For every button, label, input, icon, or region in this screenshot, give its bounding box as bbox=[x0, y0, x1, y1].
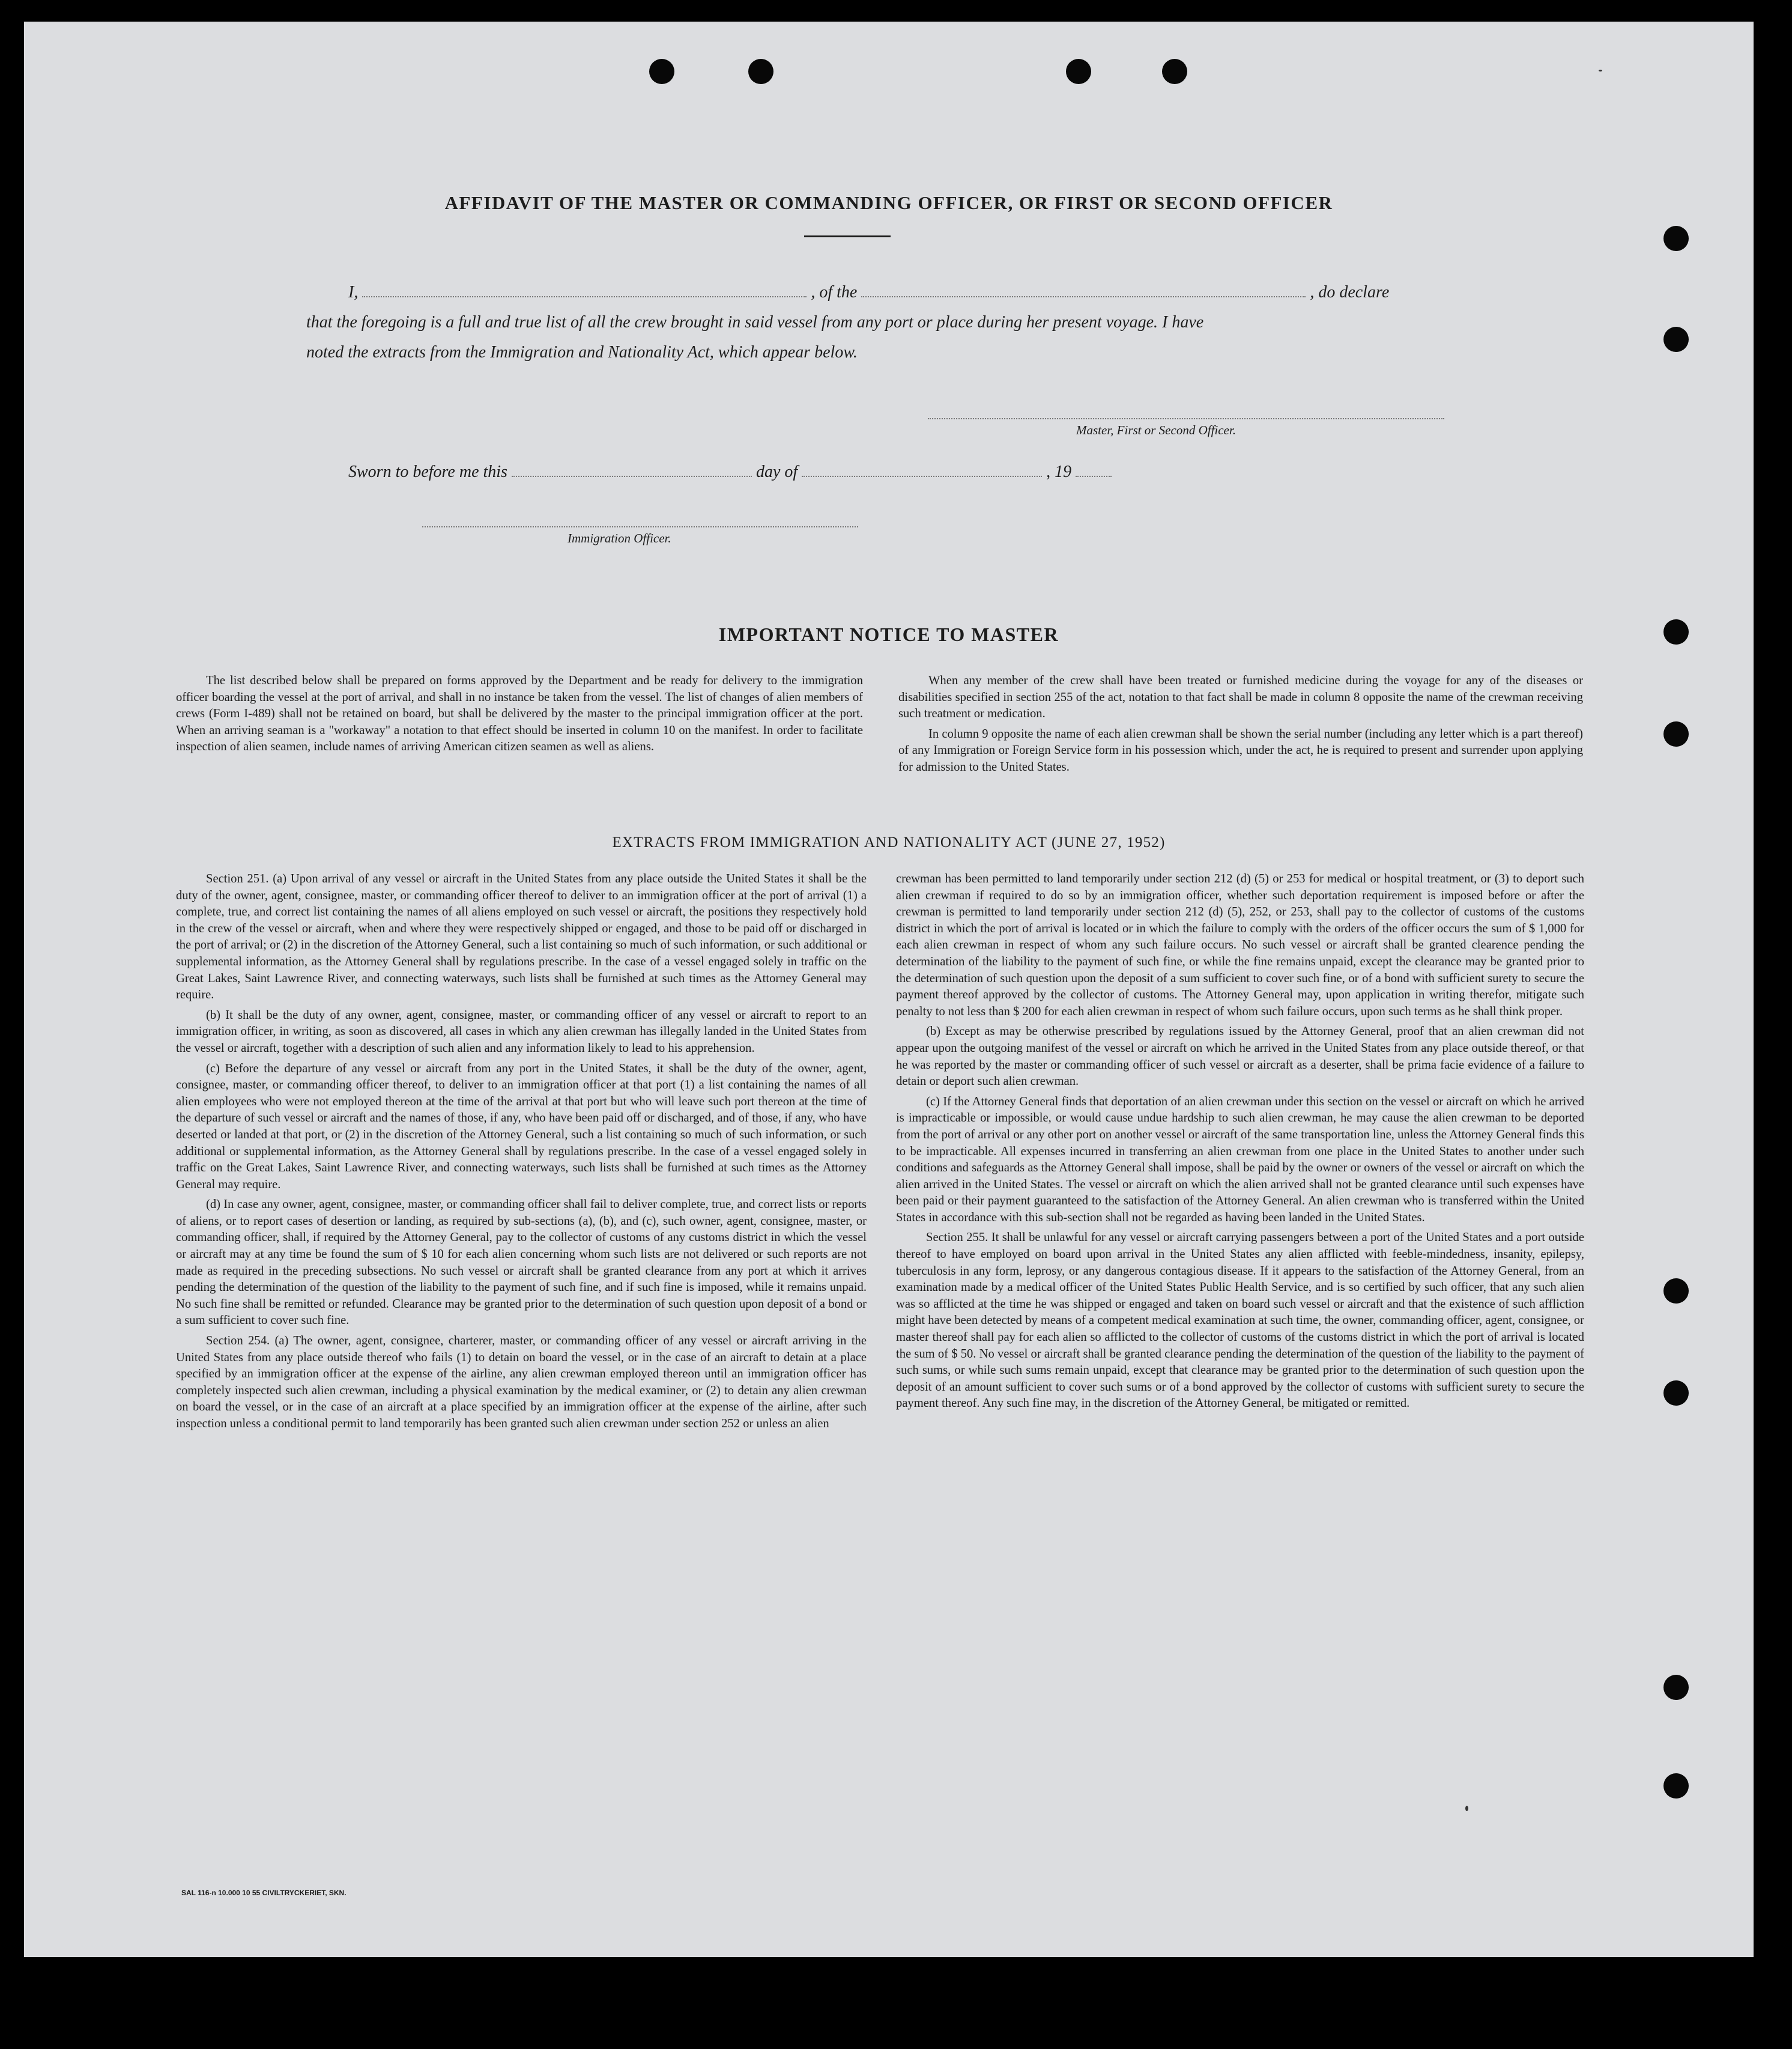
punch-hole-icon bbox=[1663, 226, 1689, 251]
speck bbox=[1599, 70, 1602, 71]
punch-hole-icon bbox=[748, 59, 773, 84]
name-blank[interactable] bbox=[362, 283, 807, 297]
document-page bbox=[24, 22, 1754, 1957]
punch-hole-icon bbox=[1663, 1380, 1689, 1406]
punch-hole-icon bbox=[649, 59, 674, 84]
extracts-heading: EXTRACTS FROM IMMIGRATION AND NATIONALITY ACT (JUNE 27, 1952) bbox=[612, 834, 1166, 851]
extract-paragraph: Section 255. It shall be unlawful for any vessel or aircraft carrying passengers between a port of the United States and a port outside thereof to have employed on board upon arrival in the United States any alien afflicted with feeble-mindedness, insanity, epilepsy, tuberculosis in any form, leprosy, or any dangerous contagious disease. If it appears to the satisfaction of the Attorney General, from an examination made by a medical officer of the United States Public Health Service, and is so certified by such officer, that any such alien was so afflicted at the time he was shipped or engaged and taken on board such vessel or aircraft and that the existence of such affliction might have been detected by means of a competent medical examination at such time, the owner, commanding officer, agent, consignee, or master thereof shall pay for each alien so afflicted to the collector of customs of the customs district in which the port of arrival is located the sum of $ 50. No vessel or aircraft shall be granted clearance pending the determination of the question of the liability to the payment of such sums, or while such sums remain unpaid, except that clearance may be granted prior to the determination of such question upon the deposit of an amount sufficient to cover such sums or of a bond approved by the collector of customs with sufficient surety to secure the payment thereof. Any such fine may, in the discretion of the Attorney General, be mitigated or remitted. bbox=[896, 1231, 1584, 1410]
declaration-line-3: noted the extracts from the Immigration and Nationality Act, which appear below. bbox=[306, 343, 858, 362]
extract-paragraph: (c) If the Attorney General finds that deportation of an alien crewman under this section on the vessel or aircraft on which he arrived is impracticable or impossible, or would cause undue hardship to such alien crewman, he may cause the alien crewman to be deported from the port of arrival or any other port on another vessel or aircraft of the same transportation line, unless the Attorney General finds this to be impracticable. All expenses incurred in transferring an alien crewman from one place in the United States to another under such conditions and safeguards as the Attorney General shall impose, shall be paid by the owner or owners of the vessel or aircraft on which the alien arrived in the United States. The vessel or aircraft on which the alien arrived shall not be granted clearance until such expenses have been paid or their payment guaranteed to the satisfaction of the Attorney General. An alien crewman who is transferred within the United States in accordance with this sub-section shall not be regarded as having been landed in the United States. bbox=[896, 1094, 1584, 1224]
day-of-label: day of bbox=[755, 463, 798, 481]
extract-paragraph: Section 251. (a) Upon arrival of any vessel or aircraft in the United States from any place outside the United States it shall be the duty of the owner, agent, consignee, master, or commanding officer thereof to deliver to an immigration officer at the port of arrival (1) a complete, true, and correct list containing the names of all aliens employed on such vessel or aircraft, the positions they respectively hold in the crew of the vessel or aircraft, when and where they were respectively shipped or engaged, and those to be paid off or discharged in the port of arrival; or (2) in the discretion of the Attorney General, such a list containing so much of such information, or such additional or supplemental information, as the Attorney General shall by regulations prescribe. In the case of a vessel engaged solely in traffic on the Great Lakes, Saint Lawrence River, and connecting waterways, such lists shall be furnished at such times as the Attorney General may require. bbox=[176, 872, 867, 1002]
officer-caption: Immigration Officer. bbox=[568, 531, 671, 545]
extract-paragraph: (d) In case any owner, agent, consignee, master, or commanding officer shall fail to deliver complete, true, and correct lists or reports of aliens, or to report cases of desertion or landing, as required by sub-sections (a), (b), and (c), such owner, agent, consignee, master, or commanding officer, shall, if required by the Attorney General, pay to the collector of customs of any customs district in which the vessel or aircraft may at any time be found the sum of $ 10 for each alien concerning whom such lists are not delivered or such reports are not made as required in the preceding subsections. No such vessel or aircraft shall be granted clearance from any port at which it arrives pending the determination of the question of the liability to the payment of such fine, and if such fine is imposed, while it remains unpaid. No such fine shall be remitted or refunded. Clearance may be granted prior to the determination of such question upon deposit of a bond or a sum sufficient to cover such fine. bbox=[176, 1198, 867, 1328]
extract-paragraph: (b) Except as may be otherwise prescribed by regulations issued by the Attorney General, proof that an alien crewman did not appear upon the outgoing manifest of the vessel or aircraft on which he arrived in the United States from any place outside thereof, or that he was reported by the master or commanding officer of such vessel or aircraft as a deserter, shall be prima facie evidence of a failure to detain or deport such alien crewman. bbox=[896, 1025, 1584, 1088]
punch-hole-icon bbox=[1663, 327, 1689, 352]
notice-paragraph: The list described below shall be prepared on forms approved by the Department and be ready for delivery to the immigration officer boarding the vessel at the port of arrival, and shall in no instance be taken from the vessel. The list of changes of alien members of crews (Form I-489) shall not be retained on board, but shall be delivered by the master to the principal immigration officer at the port. When an arriving seaman is a "workaway" a notation to that effect should be inserted in column 10 on the manifest. In order to facilitate inspection of alien seamen, include names of arriving American citizen seamen as well as aliens. bbox=[176, 674, 863, 754]
notice-paragraph: When any member of the crew shall have been treated or furnished medicine during the voyage for any of the diseases or disabilities specified in section 255 of the act, notation to that fact shall be made in column 8 opposite the name of the crewman receiving such treatment or medication. bbox=[898, 674, 1583, 721]
punch-hole-icon bbox=[1162, 59, 1187, 84]
sworn-line bbox=[348, 457, 1249, 487]
sworn-day-blank[interactable] bbox=[512, 463, 752, 477]
affidavit-title: AFFIDAVIT OF THE MASTER OR COMMANDING OFFICER, OR FIRST OR SECOND OFFICER bbox=[444, 192, 1333, 213]
notice-paragraph: In column 9 opposite the name of each alien crewman shall be shown the serial number (including any letter which is a part thereof) of any Immigration or Foreign Service form in his possession which, under the act, he is required to present and surrender upon applying for admission to the United States. bbox=[898, 727, 1583, 774]
punch-hole-icon bbox=[1066, 59, 1091, 84]
immigration-officer-signature-line[interactable] bbox=[422, 526, 858, 527]
punch-hole-icon bbox=[1663, 1773, 1689, 1799]
master-signature-line[interactable] bbox=[928, 418, 1444, 419]
extract-paragraph: (b) It shall be the duty of any owner, agent, consignee, master, or commanding officer of any vessel or aircraft to report to an immigration officer, in writing, as soon as discovered, all cases in which any alien crewman has illegally landed in the United States from the vessel or aircraft, together with a description of such alien and any information likely to lead to his apprehension. bbox=[176, 1008, 867, 1055]
extract-paragraph: crewman has been permitted to land temporarily under section 212 (d) (5) or 253 for medical or hospital treatment, or (3) to deport such alien crewman if required to do so by an immigration officer, whether such deportation requirement is imposed before or after the crewman is permitted to land temporarily under section 212 (d) (5), 252, or 253, shall pay to the collector of customs of the customs district in which the port of arrival is located or in which the failure to comply with the orders of the officer occurs the sum of $ 1,000 for each alien crewman in respect of whom any such failure occurs. No such vessel or aircraft shall be granted clearence pending the determination of the liability to the payment of such fine, or while the fine remains unpaid, except the clearance may be granted prior to the determination of such question upon the deposit of a sum sufficient to cover such fine, or of a bond with sufficient surety to secure the payment thereof approved by the collector of customs. The Attorney General may, upon application in writing therefor, mitigate such penalty to not less than $ 200 for each alien crewman in respect of whom such failure occurs, upon such terms as he shall think proper. bbox=[896, 872, 1584, 1018]
vessel-blank[interactable] bbox=[861, 283, 1306, 297]
punch-hole-icon bbox=[1663, 1278, 1689, 1304]
speck bbox=[1465, 1806, 1468, 1811]
notice-left-column bbox=[176, 673, 863, 759]
i-label: I, bbox=[348, 283, 359, 302]
of-the-label: , of the bbox=[811, 283, 858, 302]
print-code-footer: SAL 116-n 10.000 10 55 CIVILTRYCKERIET, SKN. bbox=[181, 1889, 347, 1897]
notice-heading: IMPORTANT NOTICE TO MASTER bbox=[718, 624, 1059, 645]
punch-hole-icon bbox=[1663, 721, 1689, 747]
master-caption: Master, First or Second Officer. bbox=[1076, 423, 1236, 437]
declaration-line-1 bbox=[348, 278, 1447, 308]
year-prefix: , 19 bbox=[1046, 463, 1072, 481]
notice-right-column bbox=[898, 673, 1583, 780]
extract-paragraph: Section 254. (a) The owner, agent, consignee, charterer, master, or commanding officer of any vessel or aircraft arriving in the United States from any place outside thereof who fails (1) to detain on board the vessel, or in the case of an aircraft to detain at a place specified by an immigration officer at the expense of the airline, any alien crewman employed thereon until an immigration officer has completely inspected such alien crewman, including a physical examination by the medical examiner, or (2) to detain any alien crewman on board the vessel, or in the case of an aircraft at a place specified by an immigration officer at the expense of the airline, after such inspection unless a conditional permit to land temporarily has been granted such alien crewman under section 252 or unless an alien bbox=[176, 1334, 867, 1430]
declare-label: , do declare bbox=[1310, 283, 1390, 302]
title-rule bbox=[804, 235, 891, 237]
declaration-line-2: that the foregoing is a full and true list of all the crew brought in said vessel from any port or place during her present voyage. I have bbox=[306, 313, 1204, 332]
extracts-right-column bbox=[896, 871, 1584, 1416]
extract-paragraph: (c) Before the departure of any vessel or aircraft from any port in the United States, it shall be the duty of the owner, agent, consignee, master, or commanding officer thereof, to deliver to an immigration officer at that port (1) a list containing the names of all alien employees who were not employed thereon at the time of the arrival at that port but who will leave such port thereon at the time of the departure of such vessel or aircraft and the names of those, if any, who have been paid off or discharged, and of those, if any, who have deserted or landed at that port, or (2) in the discretion of the Attorney General, such a list containing so much of such information, or such additional or supplemental information, as the Attorney General shall by regulations prescribe. In the case of a vessel engaged solely in traffic on the Great Lakes, Saint Lawrence River, and connecting waterways, such lists shall be furnished at such times as the Attorney General may require. bbox=[176, 1061, 867, 1191]
year-blank[interactable] bbox=[1076, 463, 1112, 477]
punch-hole-icon bbox=[1663, 1675, 1689, 1700]
extracts-left-column bbox=[176, 871, 867, 1436]
sworn-month-blank[interactable] bbox=[802, 463, 1042, 477]
sworn-label: Sworn to before me this bbox=[348, 463, 507, 481]
